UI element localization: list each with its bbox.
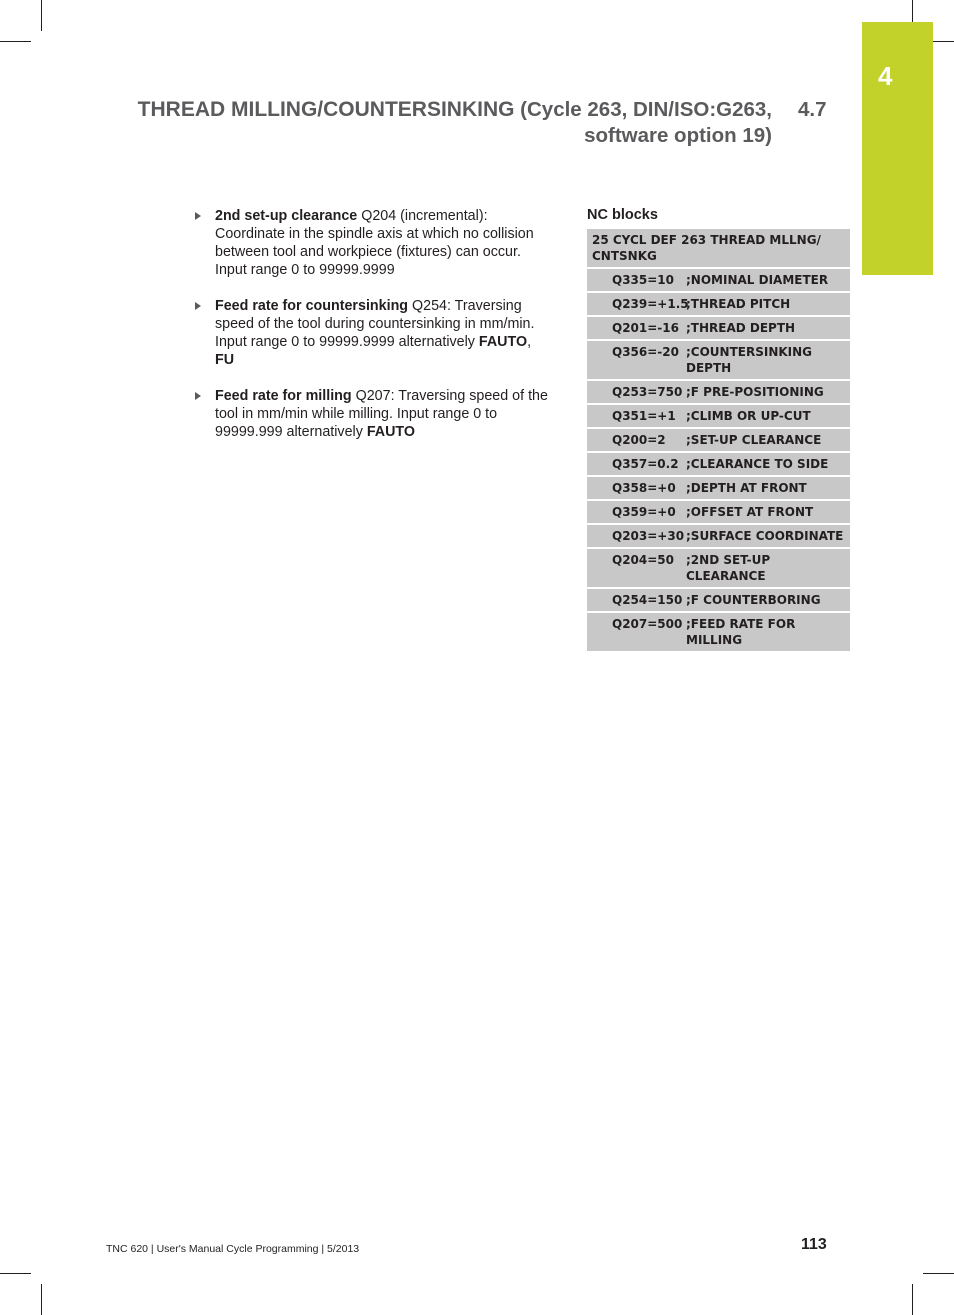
parameter-list <box>194 207 554 459</box>
nc-comment: ;F PRE-POSITIONING <box>686 385 824 399</box>
nc-parameter: Q201=-16 <box>612 321 679 335</box>
nc-parameter: Q335=10 <box>612 273 675 287</box>
parameter-name: Feed rate for milling <box>215 388 352 404</box>
nc-comment: ;CLEARANCE TO SIDE <box>686 457 829 471</box>
nc-parameter: Q351=+1 <box>612 409 676 423</box>
nc-parameter: Q239=+1.5 <box>612 297 689 311</box>
nc-parameter: Q357=0.2 <box>612 457 679 471</box>
parameter-description: Q207: Traversing speed of the tool in mm/min while milling. Input range 0 to 99999.999 alternatively <box>215 388 548 440</box>
parameter-keyword: FAUTO <box>478 334 528 350</box>
parameter-item <box>194 297 554 369</box>
nc-parameter: Q200=2 <box>612 433 666 447</box>
parameter-keyword: FAUTO <box>366 424 416 440</box>
crop-mark <box>0 1273 31 1274</box>
chapter-number: 4 <box>878 61 893 91</box>
nc-parameter: Q253=750 <box>612 385 683 399</box>
nc-block-row <box>587 429 850 453</box>
page-number: 113 <box>801 1236 827 1253</box>
section-number: 4.7 <box>798 98 827 121</box>
crop-mark <box>912 1284 913 1315</box>
nc-block-row <box>587 477 850 501</box>
nc-comment: ;NOMINAL DIAMETER <box>686 273 829 287</box>
parameter-separator: , <box>527 334 532 350</box>
parameter-description: Q254: Traversing speed of the tool during countersinking in mm/min. Input range 0 to 99999.9999 alternatively <box>215 298 535 350</box>
nc-comment: ;THREAD DEPTH <box>686 321 796 335</box>
nc-comment: ;SET-UP CLEARANCE <box>686 433 822 447</box>
nc-block-row <box>587 317 850 341</box>
nc-block-row <box>587 589 850 613</box>
nc-comment: ;SURFACE COORDINATE <box>686 529 844 543</box>
nc-block-row <box>587 269 850 293</box>
nc-comment: ;FEED RATE FOR MILLING <box>686 617 796 647</box>
parameter-name: 2nd set-up clearance <box>215 208 358 224</box>
nc-comment: ;2ND SET-UP CLEARANCE <box>686 553 771 583</box>
crop-mark <box>923 1273 954 1274</box>
page-title-main: THREAD MILLING/COUNTERSINKING <box>137 98 515 121</box>
nc-block-row <box>587 525 850 549</box>
nc-block-row <box>587 293 850 317</box>
chapter-tab <box>862 22 933 275</box>
nc-cycle-def-line: 25 CYCL DEF 263 THREAD MLLNG/ CNTSNKG <box>587 229 850 269</box>
nc-blocks-heading: NC blocks <box>587 207 658 223</box>
nc-block-row <box>587 341 850 381</box>
parameter-item <box>194 387 554 441</box>
nc-block-row <box>587 405 850 429</box>
crop-mark <box>0 41 31 42</box>
nc-parameter: Q254=150 <box>612 593 683 607</box>
nc-block-row <box>587 501 850 525</box>
parameter-description: Q204 (incremental): Coordinate in the spindle axis at which no collision between tool and workpiece (fixtures) can occur. Input range 0 to 99999.9999 <box>215 208 534 278</box>
nc-comment: ;COUNTERSINKING DEPTH <box>686 345 813 375</box>
nc-block-row <box>587 453 850 477</box>
nc-parameter: Q356=-20 <box>612 345 679 359</box>
nc-comment: ;CLIMB OR UP-CUT <box>686 409 811 423</box>
nc-comment: ;DEPTH AT FRONT <box>686 481 807 495</box>
page-title-line2: software option 19) <box>584 124 772 147</box>
bullet-arrow-icon <box>195 392 201 400</box>
crop-mark <box>41 1284 42 1315</box>
nc-block-row <box>587 613 850 651</box>
nc-parameter: Q359=+0 <box>612 505 676 519</box>
nc-parameter: Q207=500 <box>612 617 683 631</box>
nc-blocks-table <box>587 229 850 651</box>
bullet-arrow-icon <box>195 212 201 220</box>
parameter-keyword: FU <box>215 352 235 368</box>
nc-parameter: Q204=50 <box>612 553 675 567</box>
parameter-name: Feed rate for countersinking <box>215 298 409 314</box>
nc-comment: ;F COUNTERBORING <box>686 593 821 607</box>
parameter-item <box>194 207 554 279</box>
nc-block-row <box>587 549 850 589</box>
page-title-cycle: (Cycle 263, DIN/ISO:G263, <box>514 98 772 121</box>
nc-comment: ;THREAD PITCH <box>686 297 791 311</box>
nc-parameter: Q203=+30 <box>612 529 685 543</box>
page-title <box>60 97 772 149</box>
footer-text: TNC 620 | User's Manual Cycle Programming | 5/2013 <box>106 1243 360 1255</box>
nc-parameter: Q358=+0 <box>612 481 676 495</box>
nc-block-row <box>587 381 850 405</box>
bullet-arrow-icon <box>195 302 201 310</box>
crop-mark <box>41 0 42 31</box>
nc-comment: ;OFFSET AT FRONT <box>686 505 814 519</box>
